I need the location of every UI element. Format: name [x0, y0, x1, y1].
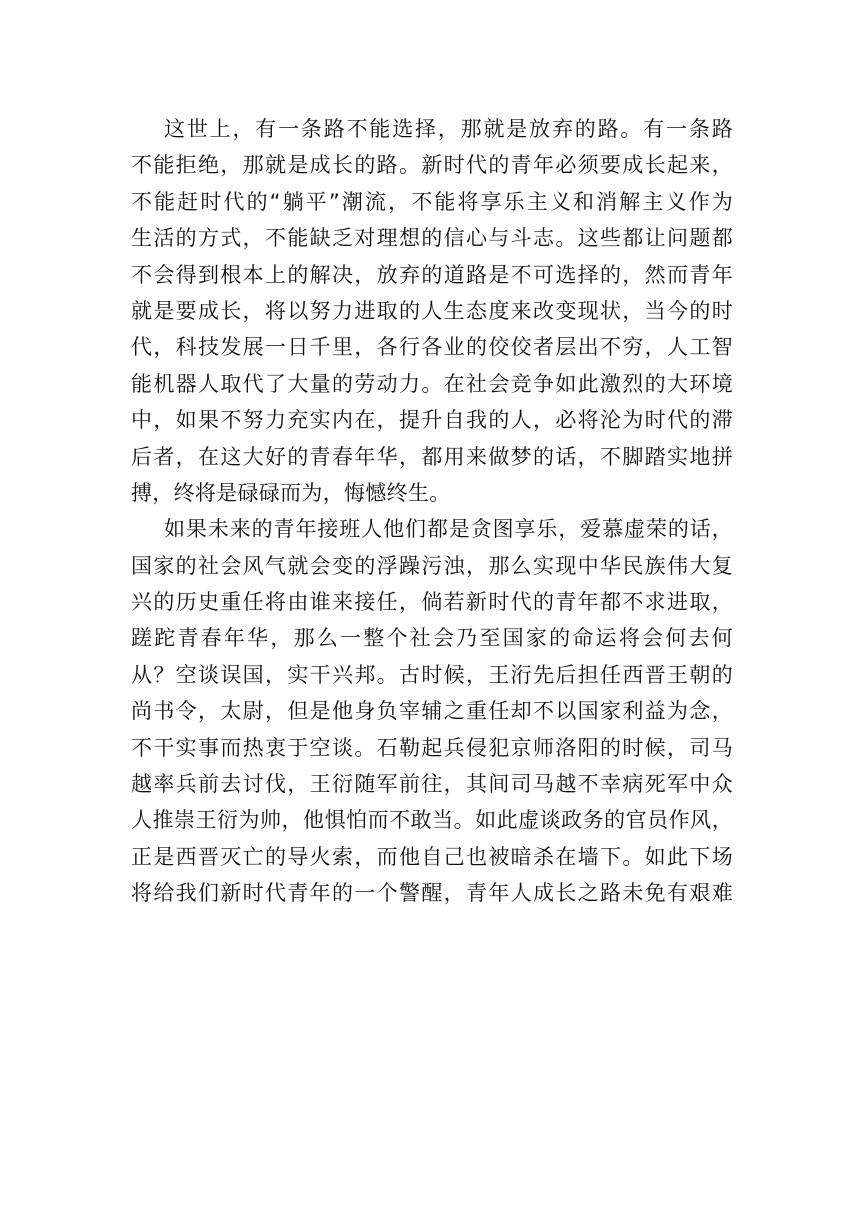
text-line: 搏，终将是碌碌而为，悔憾终生。: [131, 480, 451, 505]
text-line: 兴的历史重任将由谁来接任，倘若新时代的青年都不求进取，: [131, 590, 733, 615]
text-line: 不会得到根本上的解决，放弃的道路是不可选择的，然而青年: [131, 262, 733, 287]
text-line: 如果未来的青年接班人他们都是贪图享乐，爱慕虚荣的话，: [164, 517, 733, 542]
paragraph-2: [131, 511, 733, 911]
text-line: 能机器人取代了大量的劳动力。在社会竞争如此激烈的大环境: [131, 371, 733, 396]
text-line: 正是西晋灭亡的导火索，而他自己也被暗杀在墙下。如此下场: [131, 844, 733, 869]
text-line: 就是要成长，将以努力进取的人生态度来改变现状，当今的时: [131, 298, 733, 323]
paragraph-1: [131, 111, 733, 511]
text-line: 代，科技发展一日千里，各行各业的佼佼者层出不穷，人工智: [131, 335, 733, 360]
text-line: 越率兵前去讨伐，王衍随军前往，其间司马越不幸病死军中众: [131, 772, 733, 797]
text-line: 生活的方式，不能缺乏对理想的信心与斗志。这些都让问题都: [131, 226, 733, 251]
text-line: 从？空谈误国，实干兴邦。古时候，王洐先后担任西晋王朝的: [131, 662, 733, 687]
text-line: 尚书令，太尉，但是他身负宰辅之重任却不以国家利益为念，: [131, 699, 733, 724]
text-line: 这世上，有一条路不能选择，那就是放弃的路。有一条路: [164, 117, 733, 141]
document-body: [131, 111, 733, 912]
text-line: 人推崇王衍为帅，他惧怕而不敢当。如此虚谈政务的官员作风，: [131, 808, 733, 833]
text-line: 不干实事而热衷于空谈。石勒起兵侵犯京师洛阳的时候，司马: [131, 735, 733, 760]
text-line: 蹉跎青春年华，那么一整个社会乃至国家的命运将会何去何: [131, 626, 733, 651]
text-line: 后者，在这大好的青春年华，都用来做梦的话，不脚踏实地拼: [131, 444, 733, 469]
text-line: 中，如果不努力充实内在，提升自我的人，必将沦为时代的滞: [131, 408, 733, 433]
text-line: 国家的社会风气就会变的浮躁污浊，那么实现中华民族伟大复: [131, 553, 733, 578]
text-line: 将给我们新时代青年的一个警醒，青年人成长之路未免有艰难: [131, 881, 733, 906]
text-line: 不能拒绝，那就是成长的路。新时代的青年必须要成长起来，: [131, 153, 733, 178]
text-line: 不能赶时代的“躺平”潮流，不能将享乐主义和消解主义作为: [131, 189, 733, 214]
